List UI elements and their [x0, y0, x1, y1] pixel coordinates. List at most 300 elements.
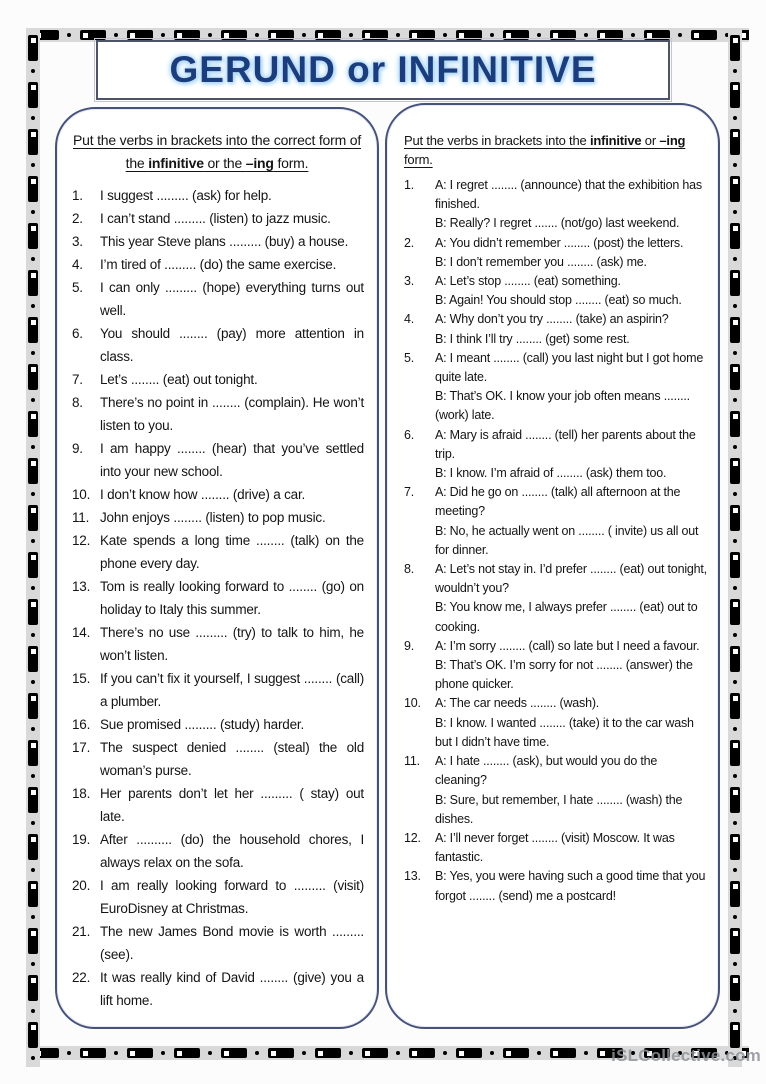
item-number: 1.: [404, 178, 415, 192]
exercise-item: [70, 253, 364, 276]
border-rect-icon: [268, 30, 294, 40]
exercise-item: [404, 310, 708, 348]
border-dot-icon: [31, 492, 35, 496]
border-square-icon: [733, 273, 738, 278]
border-dot-icon: [302, 1051, 306, 1055]
border-rect-icon: [362, 30, 388, 40]
border-dot-icon: [733, 774, 737, 778]
dialogue-line: A: I’m sorry ........ (call) so late but I need a favour.: [435, 638, 700, 653]
border-square-icon: [224, 1051, 229, 1056]
item-number: 18.: [72, 786, 91, 801]
border-unit: [28, 364, 38, 402]
border-rect-icon: [28, 364, 38, 390]
border-dot-icon: [733, 257, 737, 261]
border-unit: [268, 30, 306, 40]
item-text: I don’t know how ........ (drive) a car.: [100, 487, 306, 502]
border-square-icon: [733, 602, 738, 607]
border-dot-icon: [349, 33, 353, 37]
border-dot-icon: [733, 727, 737, 731]
dialogue-line: B: I think I’ll try ........ (get) some rest.: [435, 331, 630, 346]
border-rect-icon: [28, 82, 38, 108]
border-unit: [730, 270, 740, 308]
border-unit: [730, 35, 740, 73]
border-dot-icon: [67, 1051, 71, 1055]
border-rect-icon: [28, 928, 38, 954]
border-rect-icon: [28, 223, 38, 249]
item-text: Tom is really looking forward to ........ (go) on holiday to Italy this summer.: [100, 579, 364, 617]
border-unit: [456, 30, 494, 40]
border-dot-icon: [396, 1051, 400, 1055]
border-dot-icon: [537, 33, 541, 37]
exercise-item: [404, 349, 708, 426]
border-rect-icon: [730, 505, 740, 531]
border-square-icon: [733, 790, 738, 795]
exercise-item: [70, 276, 364, 322]
border-unit: [28, 129, 38, 167]
border-square-icon: [733, 320, 738, 325]
border-unit: [28, 1022, 38, 1060]
border-square-icon: [31, 696, 36, 701]
border-square-icon: [31, 85, 36, 90]
exercise-item: [404, 234, 708, 272]
border-rect-icon: [730, 928, 740, 954]
border-square-icon: [271, 33, 276, 38]
exercise-item: [70, 483, 364, 506]
border-dot-icon: [114, 1051, 118, 1055]
border-square-icon: [31, 461, 36, 466]
border-rect-icon: [28, 787, 38, 813]
border-unit: [28, 975, 38, 1013]
border-unit: [730, 458, 740, 496]
exercise-item: [404, 694, 708, 752]
border-rect-icon: [28, 646, 38, 672]
item-number: 9.: [404, 638, 415, 653]
left-instructions: [70, 129, 364, 175]
border-square-icon: [31, 743, 36, 748]
border-rect-icon: [730, 35, 740, 61]
border-square-icon: [600, 33, 605, 38]
dialogue-line: A: I hate ........ (ask), but would you do the cleaning?: [435, 754, 658, 788]
dialogue-line: B: I know. I wanted ........ (take) it to the car wash but I didn’t have time.: [435, 715, 694, 749]
border-unit: [28, 458, 38, 496]
border-rect-icon: [28, 129, 38, 155]
border-square-icon: [31, 179, 36, 184]
exercise-item: [70, 667, 364, 713]
border-rect-icon: [221, 30, 247, 40]
exercise-item: [404, 426, 708, 484]
dialogue-line: A: Did he go on ........ (talk) all afternoon at the meeting?: [435, 485, 681, 519]
item-text: Sue promised ......... (study) harder.: [100, 717, 304, 732]
instruction-bold-ing: –ing: [659, 133, 686, 148]
border-rect-icon: [28, 317, 38, 343]
right-exercise-list: [404, 176, 708, 906]
border-rect-icon: [362, 1048, 388, 1058]
item-text: The new James Bond movie is worth ......... (see).: [100, 924, 364, 962]
exercise-item: [70, 391, 364, 437]
dialogue-line: A: Let’s not stay in. I’d prefer ........ (eat) out tonight, wouldn’t you?: [435, 562, 707, 596]
exercise-item: [70, 230, 364, 253]
item-number: 14.: [72, 625, 91, 640]
worksheet-column-left: [55, 107, 379, 1029]
exercise-item: [70, 736, 364, 782]
border-square-icon: [733, 696, 738, 701]
item-number: 2.: [404, 235, 415, 250]
border-square-icon: [177, 1051, 182, 1056]
border-rect-icon: [28, 834, 38, 860]
item-number: 10.: [72, 487, 91, 502]
border-unit: [28, 834, 38, 872]
border-square-icon: [31, 649, 36, 654]
border-rect-icon: [127, 30, 153, 40]
border-dot-icon: [31, 1009, 35, 1013]
border-dot-icon: [161, 33, 165, 37]
border-square-icon: [647, 33, 652, 38]
border-dot-icon: [161, 1051, 165, 1055]
border-unit: [268, 1048, 306, 1058]
border-unit: [28, 82, 38, 120]
item-number: 4.: [404, 312, 415, 327]
border-square-icon: [31, 602, 36, 607]
border-rect-icon: [730, 411, 740, 437]
border-rect-icon: [221, 1048, 247, 1058]
border-square-icon: [271, 1051, 276, 1056]
border-dot-icon: [31, 868, 35, 872]
item-text: I am happy ........ (hear) that you’ve settled into your new school.: [100, 441, 364, 479]
border-rect-icon: [503, 1048, 529, 1058]
border-rect-icon: [730, 881, 740, 907]
border-square-icon: [733, 461, 738, 466]
item-text: Kate spends a long time ........ (talk) on the phone every day.: [100, 533, 364, 571]
border-square-icon: [177, 33, 182, 38]
border-dot-icon: [31, 257, 35, 261]
border-dot-icon: [255, 1051, 259, 1055]
border-rect-icon: [456, 30, 482, 40]
border-unit: [174, 30, 212, 40]
border-rect-icon: [80, 30, 106, 40]
exercise-item: [404, 176, 708, 234]
border-rect-icon: [315, 1048, 341, 1058]
border-square-icon: [506, 33, 511, 38]
border-rect-icon: [730, 552, 740, 578]
border-square-icon: [31, 508, 36, 513]
border-dot-icon: [733, 492, 737, 496]
item-number: 13.: [72, 579, 91, 594]
border-square-icon: [733, 179, 738, 184]
border-unit: [730, 223, 740, 261]
border-rect-icon: [730, 458, 740, 484]
item-number: 7.: [72, 372, 83, 387]
border-dot-icon: [31, 633, 35, 637]
border-unit: [730, 928, 740, 966]
border-rect-icon: [730, 834, 740, 860]
border-unit: [503, 1048, 541, 1058]
item-text: You should ........ (pay) more attention in class.: [100, 326, 364, 364]
border-dot-icon: [208, 33, 212, 37]
border-rect-icon: [730, 364, 740, 390]
item-number: 11.: [72, 510, 90, 525]
exercise-item: [404, 483, 708, 560]
border-rect-icon: [730, 787, 740, 813]
border-square-icon: [318, 1051, 323, 1056]
border-unit: [127, 1048, 165, 1058]
dialogue-line: B: That’s OK. I know your job often means ........ (work) late.: [435, 389, 690, 423]
border-unit: [730, 176, 740, 214]
border-dot-icon: [31, 962, 35, 966]
border-unit: [315, 1048, 353, 1058]
border-square-icon: [412, 1051, 417, 1056]
border-square-icon: [733, 978, 738, 983]
exercise-item: [70, 920, 364, 966]
border-dot-icon: [733, 69, 737, 73]
border-square-icon: [733, 38, 738, 43]
border-rect-icon: [730, 1022, 740, 1048]
border-dot-icon: [31, 445, 35, 449]
border-dot-icon: [733, 304, 737, 308]
item-text: I’m tired of ......... (do) the same exercise.: [100, 257, 337, 272]
exercise-item: [70, 437, 364, 483]
border-rect-icon: [28, 505, 38, 531]
border-unit: [597, 30, 635, 40]
border-unit: [730, 82, 740, 120]
border-unit: [730, 834, 740, 872]
instruction-text: or: [641, 133, 660, 148]
border-square-icon: [31, 320, 36, 325]
border-unit: [550, 1048, 588, 1058]
border-dot-icon: [31, 398, 35, 402]
border-dot-icon: [733, 116, 737, 120]
border-unit: [221, 1048, 259, 1058]
border-square-icon: [365, 1051, 370, 1056]
border-rect-icon: [127, 1048, 153, 1058]
border-rect-icon: [730, 129, 740, 155]
border-rect-icon: [691, 30, 717, 40]
border-rect-icon: [409, 30, 435, 40]
border-unit: [730, 740, 740, 778]
border-rect-icon: [28, 270, 38, 296]
border-unit: [28, 552, 38, 590]
border-dot-icon: [208, 1051, 212, 1055]
border-rect-icon: [730, 317, 740, 343]
border-dot-icon: [733, 163, 737, 167]
border-dot-icon: [31, 821, 35, 825]
border-square-icon: [31, 367, 36, 372]
dialogue-line: A: I’ll never forget ........ (visit) Moscow. It was fantastic.: [435, 830, 675, 865]
border-square-icon: [31, 226, 36, 231]
right-instructions: [404, 131, 708, 169]
border-square-icon: [31, 978, 36, 983]
border-dot-icon: [733, 962, 737, 966]
border-unit: [730, 881, 740, 919]
dialogue-line: A: Why don’t you try ........ (take) an aspirin?: [435, 312, 669, 327]
border-square-icon: [31, 132, 36, 137]
border-square-icon: [733, 837, 738, 842]
dialogue-line: B: You know me, I always prefer ........ (eat) out to cooking.: [435, 600, 698, 634]
border-dot-icon: [584, 33, 588, 37]
border-square-icon: [318, 33, 323, 38]
item-number: 13.: [404, 869, 421, 884]
border-square-icon: [506, 1051, 511, 1056]
item-number: 5.: [404, 350, 415, 365]
border-dot-icon: [114, 33, 118, 37]
border-unit: [315, 30, 353, 40]
dialogue-line: B: That’s OK. I’m sorry for not ........ (answer) the phone quicker.: [435, 658, 693, 692]
border-dot-icon: [733, 633, 737, 637]
item-number: 17.: [72, 740, 91, 755]
border-unit: [730, 505, 740, 543]
border-dot-icon: [443, 33, 447, 37]
exercise-item: [404, 829, 708, 867]
border-square-icon: [31, 884, 36, 889]
border-rect-icon: [730, 740, 740, 766]
border-dot-icon: [733, 445, 737, 449]
dialogue-line: A: I regret ........ (announce) that the exhibition has finished.: [435, 178, 702, 212]
border-dot-icon: [31, 774, 35, 778]
border-square-icon: [83, 33, 88, 38]
border-dot-icon: [678, 33, 682, 37]
border-unit: [174, 1048, 212, 1058]
border-rect-icon: [730, 693, 740, 719]
border-rect-icon: [28, 693, 38, 719]
item-text: I can only ......... (hope) everything turns out well.: [100, 280, 364, 318]
item-number: 8.: [404, 562, 415, 577]
exercise-item: [70, 874, 364, 920]
item-number: 3.: [72, 234, 83, 249]
border-dot-icon: [31, 116, 35, 120]
dialogue-line: B: No, he actually went on ........ ( invite) us all out for dinner.: [435, 523, 699, 557]
border-unit: [127, 30, 165, 40]
border-dot-icon: [31, 163, 35, 167]
item-text: If you can’t fix it yourself, I suggest ........ (call) a plumber.: [100, 671, 364, 709]
instruction-bold-ing: –ing: [245, 155, 274, 171]
border-square-icon: [733, 649, 738, 654]
border-unit: [730, 411, 740, 449]
dialogue-line: A: Let’s stop ........ (eat) something.: [435, 274, 621, 289]
dialogue-line: A: You didn’t remember ........ (post) the letters.: [435, 235, 684, 250]
dialogue-line: B: Really? I regret ....... (not/go) last weekend.: [435, 216, 680, 231]
border-rect-icon: [174, 1048, 200, 1058]
border-rect-icon: [730, 82, 740, 108]
border-square-icon: [31, 555, 36, 560]
border-square-icon: [31, 837, 36, 842]
border-rect-icon: [456, 1048, 482, 1058]
border-unit: [28, 693, 38, 731]
border-dot-icon: [733, 1009, 737, 1013]
border-dot-icon: [349, 1051, 353, 1055]
instruction-text: Put the verbs in brackets into the: [404, 133, 590, 148]
border-rect-icon: [315, 30, 341, 40]
border-unit: [28, 928, 38, 966]
border-square-icon: [31, 273, 36, 278]
exercise-item: [70, 529, 364, 575]
title-box: [96, 40, 670, 100]
item-number: 12.: [404, 830, 421, 845]
exercise-item: [70, 207, 364, 230]
border-unit: [221, 30, 259, 40]
border-dot-icon: [537, 1051, 541, 1055]
border-rect-icon: [268, 1048, 294, 1058]
border-dot-icon: [733, 539, 737, 543]
border-square-icon: [459, 33, 464, 38]
border-square-icon: [224, 33, 229, 38]
border-square-icon: [733, 367, 738, 372]
item-number: 4.: [72, 257, 83, 272]
item-text: Let’s ........ (eat) out tonight.: [100, 372, 258, 387]
border-square-icon: [31, 790, 36, 795]
border-dot-icon: [31, 351, 35, 355]
border-square-icon: [130, 33, 135, 38]
border-dot-icon: [584, 1051, 588, 1055]
item-number: 5.: [72, 280, 83, 295]
exercise-item: [70, 322, 364, 368]
item-text: After .......... (do) the household chores, I always relax on the sofa.: [100, 832, 364, 870]
dialogue-line: B: I don’t remember you ........ (ask) me.: [435, 254, 647, 269]
dialogue-line: A: The car needs ........ (wash).: [435, 696, 600, 711]
border-unit: [691, 30, 729, 40]
exercise-item: [404, 752, 708, 829]
border-rect-icon: [28, 1022, 38, 1048]
border-dot-icon: [396, 33, 400, 37]
item-number: 8.: [72, 395, 83, 410]
border-dot-icon: [733, 210, 737, 214]
item-number: 1.: [72, 188, 83, 203]
item-text: John enjoys ........ (listen) to pop music.: [100, 510, 326, 525]
item-text: It was really kind of David ........ (give) you a lift home.: [100, 970, 364, 1008]
border-dot-icon: [31, 1056, 35, 1060]
border-unit: [28, 505, 38, 543]
border-rect-icon: [503, 30, 529, 40]
exercise-item: [70, 828, 364, 874]
item-number: 22.: [72, 970, 91, 985]
exercise-item: [404, 560, 708, 637]
border-dot-icon: [733, 915, 737, 919]
border-unit: [28, 881, 38, 919]
border-unit: [362, 1048, 400, 1058]
instruction-bold-infinitive: infinitive: [589, 133, 642, 148]
watermark: iSLCollective.com: [611, 1046, 761, 1065]
page-title: GERUND or INFINITIVE: [169, 49, 597, 90]
border-rect-icon: [730, 975, 740, 1001]
exercise-item: [70, 368, 364, 391]
border-dot-icon: [31, 586, 35, 590]
border-dot-icon: [255, 33, 259, 37]
border-rect-icon: [730, 599, 740, 625]
item-text: The suspect denied ........ (steal) the old woman’s purse.: [100, 740, 364, 778]
exercise-item: [70, 621, 364, 667]
border-unit: [730, 693, 740, 731]
border-unit: [409, 1048, 447, 1058]
dialogue-line: A: Mary is afraid ........ (tell) her parents about the trip.: [435, 427, 696, 461]
border-square-icon: [31, 1025, 36, 1030]
border-right-pattern: [728, 28, 742, 1067]
item-number: 19.: [72, 832, 91, 847]
border-dot-icon: [733, 398, 737, 402]
border-square-icon: [365, 33, 370, 38]
border-dot-icon: [631, 33, 635, 37]
item-number: 2.: [72, 211, 83, 226]
exercise-item: [70, 506, 364, 529]
border-rect-icon: [550, 30, 576, 40]
item-text: There’s no point in ........ (complain). He won’t listen to you.: [100, 395, 364, 433]
border-unit: [28, 317, 38, 355]
item-number: 10.: [404, 696, 421, 711]
border-dot-icon: [31, 304, 35, 308]
border-unit: [409, 30, 447, 40]
exercise-item: [70, 713, 364, 736]
exercise-item: [404, 272, 708, 310]
worksheet-column-right: [385, 103, 720, 1029]
border-square-icon: [31, 38, 36, 43]
border-dot-icon: [733, 821, 737, 825]
